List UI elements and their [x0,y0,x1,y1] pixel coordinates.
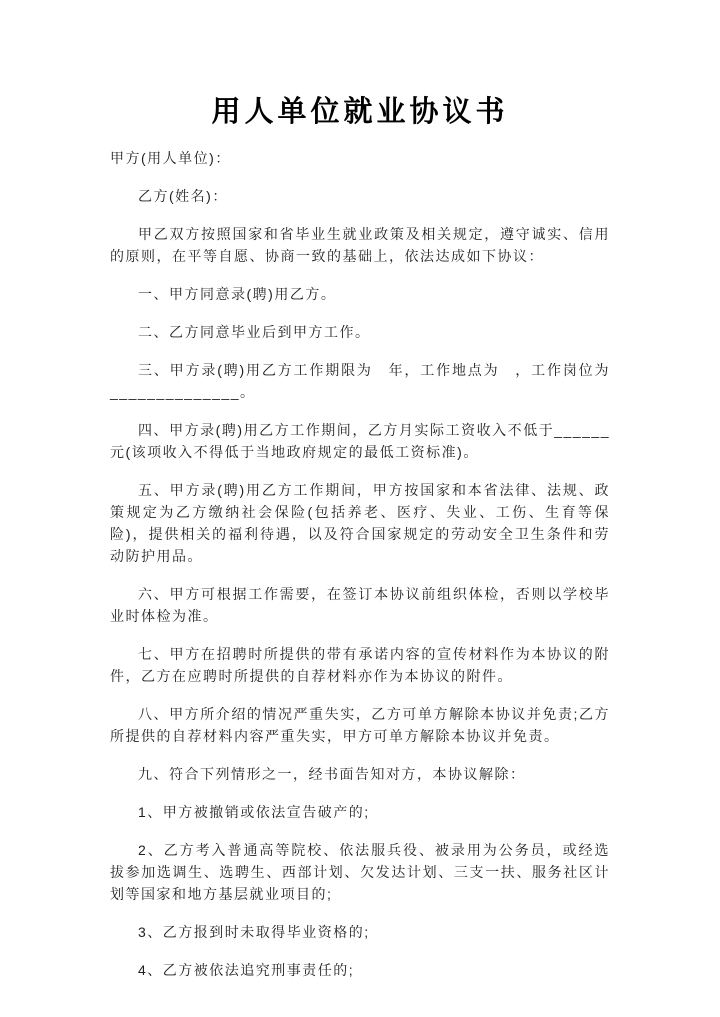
clause-1: 一、甲方同意录(聘)用乙方。 [138,286,337,302]
clause-9-item-3: 3、乙方报到时未取得毕业资格的; [138,924,370,940]
clause-6: 六、甲方可根据工作需要，在签订本协议前组织体检，否则以学校毕业时体检为准。 [110,586,610,624]
clause-5: 五、甲方录(聘)用乙方工作期间，甲方按国家和本省法律、法规、政策规定为乙方缴纳社会保险(包括养老、医疗、失业、工伤、生育等保险)，提供相关的福利待遇，以及符合国家规定的劳动安全卫生条件和劳动防护用品。 [110,482,610,564]
clause-9-item-1: 1、甲方被撤销或依法宣告破产的; [138,804,370,820]
document-title: 用人单位就业协议书 [211,96,509,128]
clause-8: 八、甲方所介绍的情况严重失实，乙方可单方解除本协议并免责;乙方所提供的自荐材料内容严重失实，甲方可单方解除本协议并免责。 [110,706,610,744]
clause-7: 七、甲方在招聘时所提供的带有承诺内容的宣传材料作为本协议的附件，乙方在应聘时所提供的自荐材料亦作为本协议的附件。 [110,646,610,684]
preamble-paragraph: 甲乙双方按照国家和省毕业生就业政策及相关规定，遵守诚实、信用的原则，在平等自愿、协商一致的基础上，依法达成如下协议： [110,226,610,264]
clause-3: 三、甲方录(聘)用乙方工作期限为 年，工作地点为 ，工作岗位为______________。 [110,362,610,400]
clause-9-item-2: 2、乙方考入普通高等院校、依法服兵役、被录用为公务员，或经选拔参加选调生、选聘生、西部计划、欠发达计划、三支一扶、服务社区计划等国家和地方基层就业项目的; [110,842,610,902]
party-a-line: 甲方(用人单位)： [110,150,231,166]
clause-4: 四、甲方录(聘)用乙方工作期间，乙方月实际工资收入不低于______元(该项收入不得低于当地政府规定的最低工资标准)。 [110,422,610,460]
clause-9: 九、符合下列情形之一，经书面告知对方，本协议解除： [138,766,526,782]
clause-9-item-4: 4、乙方被依法追究刑事责任的; [138,962,355,978]
party-b-line: 乙方(姓名)： [138,188,228,204]
clause-2: 二、乙方同意毕业后到甲方工作。 [138,324,371,340]
